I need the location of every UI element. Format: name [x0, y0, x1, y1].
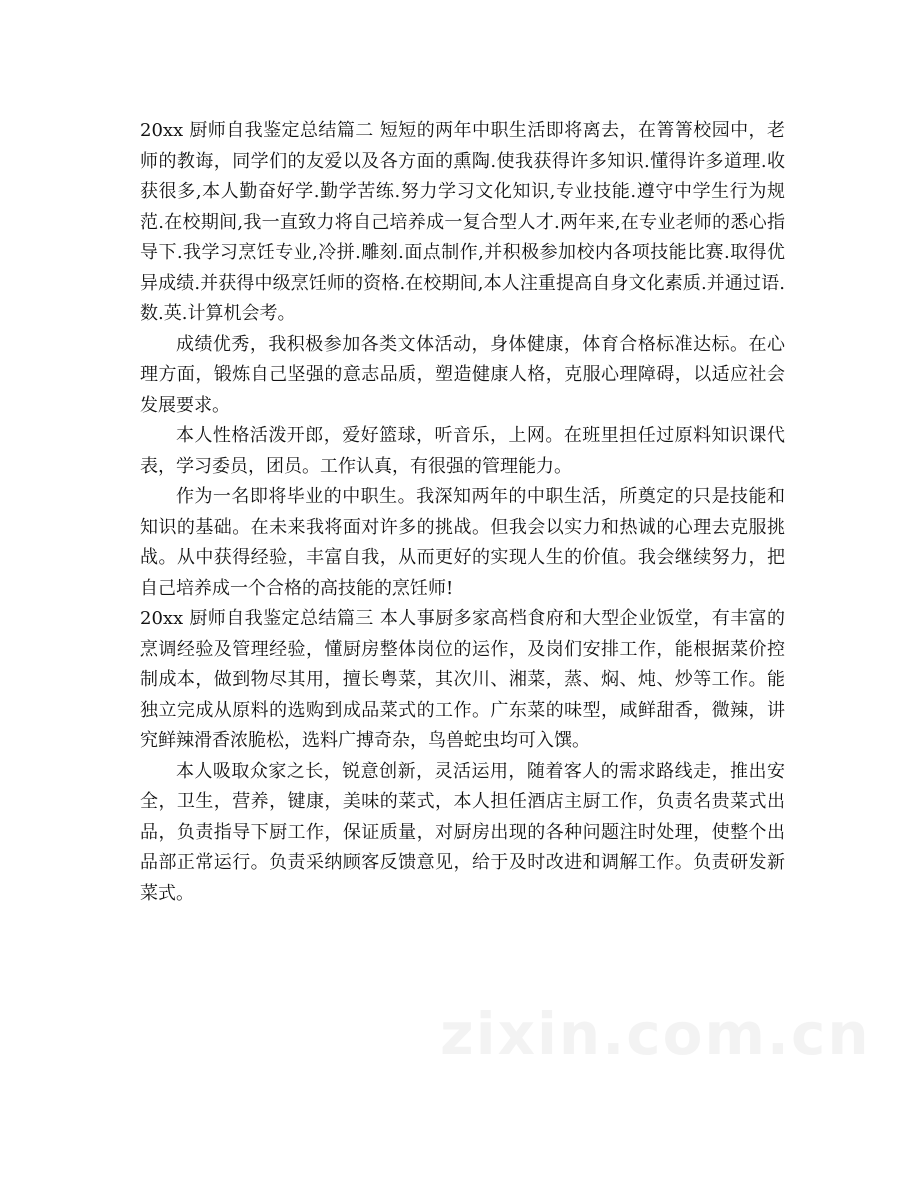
section-3-heading: 20xx 厨师自我鉴定总结篇三 [140, 608, 374, 629]
section-3-paragraph-1-text: 本人事厨多家高档食府和大型企业饭堂，有丰富的烹调经验及管理经验，懂厨房整体岗位的运作，及岗们安排工作，能根据菜价控制成本，做到物尽其用，擅长粤菜，其次川、湘菜，蒸、焖、炖、炒等工作。能独立完成从原料的选购到成品菜式的工作。广东菜的味型，咸鲜甜香，微辣，讲究鲜辣滑香浓脆松，选料广搏奇杂，鸟兽蛇虫均可入馔。 [140, 608, 785, 751]
section-2-paragraph-2: 成绩优秀，我积极参加各类文体活动，身体健康，体育合格标准达标。在心理方面，锻炼自己坚强的意志品质，塑造健康人格，克服心理障碍，以适应社会发展要求。 [140, 333, 785, 416]
section-3-paragraph-2: 本人吸取众家之长，锐意创新，灵活运用，随着客人的需求路线走，推出安全，卫生，营养，键康，美味的菜式，本人担任酒店主厨工作，负责名贵菜式出品，负责指导下厨工作，保证质量，对厨房出现的各种问题注时处理，使整个出品部正常运行。负责采纳顾客反馈意见，给于及时改进和调解工作。负责研发新菜式。 [140, 760, 785, 904]
section-2-paragraph-3: 本人性格活泼开郎，爱好篮球，听音乐，上网。在班里担任过原料知识课代表，学习委员，团员。工作认真，有很强的管理能力。 [140, 425, 785, 477]
section-3-paragraph-1 [140, 604, 785, 757]
watermark: zixin.com.cn [440, 1000, 871, 1068]
section-2-paragraph-1-text: 短短的两年中职生活即将离去，在箐箐校园中，老师的教诲，同学们的友爱以及各方面的熏陶.使我获得许多知识.懂得许多道理.收获很多,本人勤奋好学.勤学苦练.努力学习文化知识,专业技能.遵守中学生行为规范.在校期间,我一直致力将自己培养成一复合型人才.两年来,在专业老师的悉心指导下.我学习烹饪专业,冷拼.雕刻.面点制作,并积极参加校内各项技能比赛.取得优异成绩.并获得中级烹饪师的资格.在校期间,本人注重提高自身文化素质.并通过语.数.英.计算机会考。 [140, 120, 785, 324]
section-2-paragraph-4: 作为一名即将毕业的中职生。我深知两年的中职生活，所奠定的只是技能和知识的基础。在未来我将面对许多的挑战。但我会以实力和热诚的心理去克服挑战。从中获得经验，丰富自我，从而更好的实现人生的价值。我会继续努力，把自己培养成一个合格的高技能的烹饪师! [140, 486, 785, 599]
section-2-heading: 20xx 厨师自我鉴定总结篇二 [140, 120, 374, 141]
document-body [140, 116, 785, 909]
section-2-paragraph-1 [140, 116, 785, 330]
